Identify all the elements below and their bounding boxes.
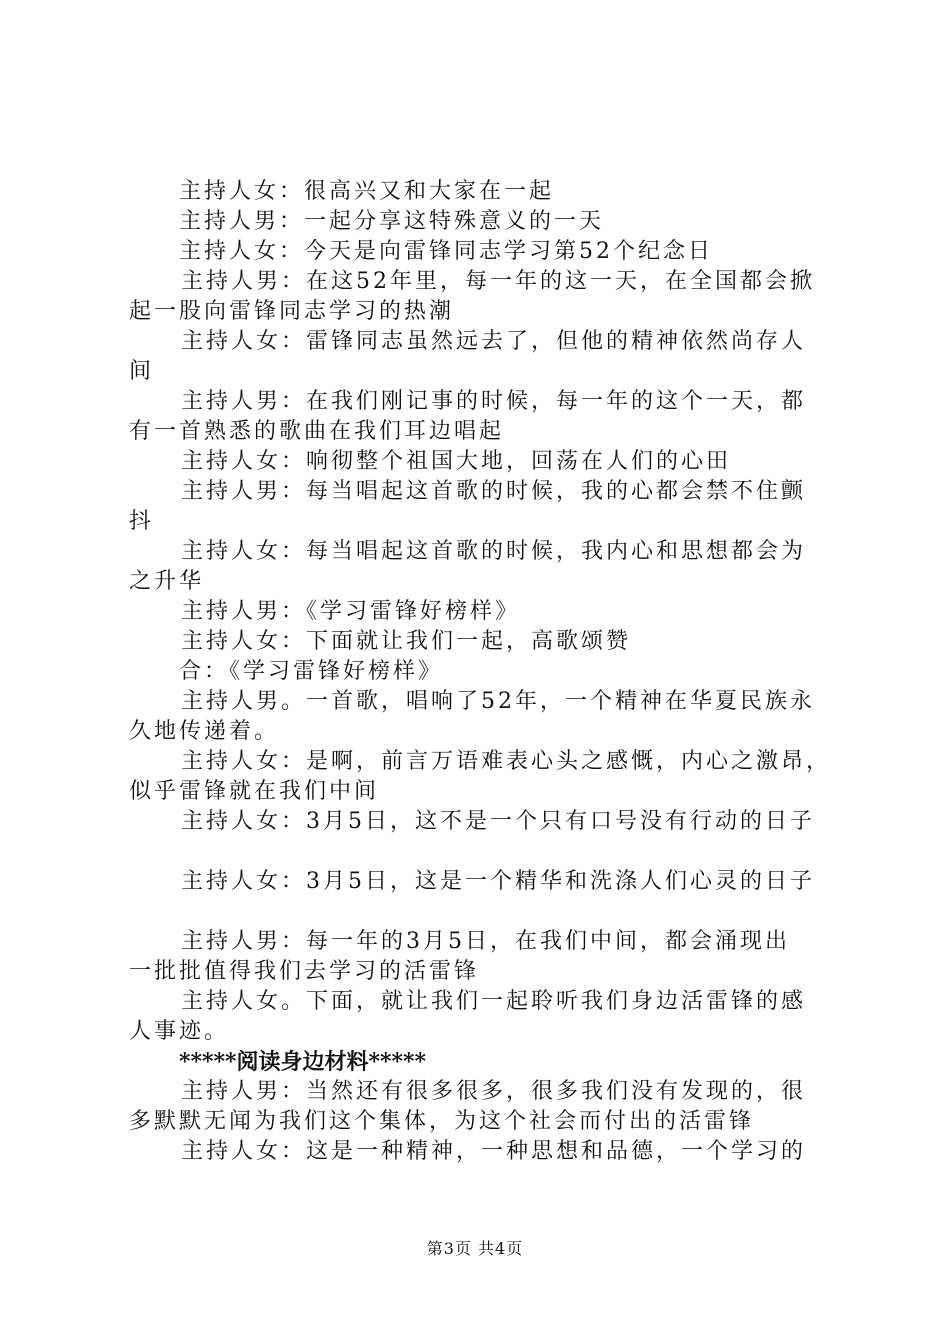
paragraph-line: 主持人女：响彻整个祖国大地，回荡在人们的心田 xyxy=(181,449,732,474)
paragraph-line: 主持人女。下面，就让我们一起聆听我们身边活雷锋的感 xyxy=(181,989,807,1014)
paragraph-line: 抖 xyxy=(129,509,155,534)
section-marker: *****阅读身边材料***** xyxy=(179,1049,427,1075)
paragraph-line: 主持人男：在我们刚记事的时候，每一年的这个一天，都 xyxy=(181,389,807,414)
paragraph-line: 有一首熟悉的歌曲在我们耳边唱起 xyxy=(129,419,505,444)
paragraph-line: 似乎雷锋就在我们中间 xyxy=(129,779,380,804)
paragraph-line: 主持人女：很高兴又和大家在一起 xyxy=(179,179,555,204)
paragraph-line: 间 xyxy=(129,359,155,384)
paragraph-line: 合：《学习雷锋好榜样》 xyxy=(179,659,444,684)
paragraph-line: 主持人女：3月5日，这不是一个只有口号没有行动的日子 xyxy=(181,809,815,834)
paragraph-line: 多默默无闻为我们这个集体，为这个社会而付出的活雷锋 xyxy=(129,1109,755,1134)
paragraph-line: 主持人男：《学习雷锋好榜样》 xyxy=(181,599,521,624)
paragraph-line: 主持人男：一起分享这特殊意义的一天 xyxy=(179,209,605,234)
document-body xyxy=(129,177,839,1167)
paragraph-line: 人事迹。 xyxy=(129,1019,230,1044)
blank-line xyxy=(129,837,839,867)
paragraph-line: 起一股向雷锋同志学习的热潮 xyxy=(129,299,455,324)
paragraph-line: 主持人女：是啊，前言万语难表心头之感慨，内心之激昂， xyxy=(181,749,832,774)
paragraph-line: 主持人女：今天是向雷锋同志学习第52个纪念日 xyxy=(179,239,713,264)
paragraph-line: 主持人女：雷锋同志虽然远去了，但他的精神依然尚存人 xyxy=(181,329,807,354)
paragraph-line: 主持人女：3月5日，这是一个精华和洗涤人们心灵的日子 xyxy=(181,869,815,894)
paragraph-line: 主持人男：每当唱起这首歌的时候，我的心都会禁不住颤 xyxy=(181,479,807,504)
blank-line xyxy=(129,897,839,927)
paragraph-line: 主持人男。一首歌，唱响了52年，一个精神在华夏民族永 xyxy=(181,689,815,714)
paragraph-line: 主持人女：下面就让我们一起，高歌颂赞 xyxy=(181,629,632,654)
page-number-footer: 第3页 共4页 xyxy=(426,1239,524,1258)
paragraph-line: 主持人男：每一年的3月5日，在我们中间，都会涌现出 xyxy=(181,929,790,954)
paragraph-line: 主持人女：这是一种精神，一种思想和品德，一个学习的 xyxy=(181,1139,807,1164)
paragraph-line: 主持人男：当然还有很多很多，很多我们没有发现的，很 xyxy=(181,1079,807,1104)
paragraph-line: 主持人女：每当唱起这首歌的时候，我内心和思想都会为 xyxy=(181,539,807,564)
paragraph-line: 主持人男：在这52年里，每一年的这一天，在全国都会掀 xyxy=(181,269,815,294)
paragraph-line: 一批批值得我们去学习的活雷锋 xyxy=(129,959,480,984)
paragraph-line: 之升华 xyxy=(129,569,205,594)
paragraph-line: 久地传递着。 xyxy=(129,719,280,744)
